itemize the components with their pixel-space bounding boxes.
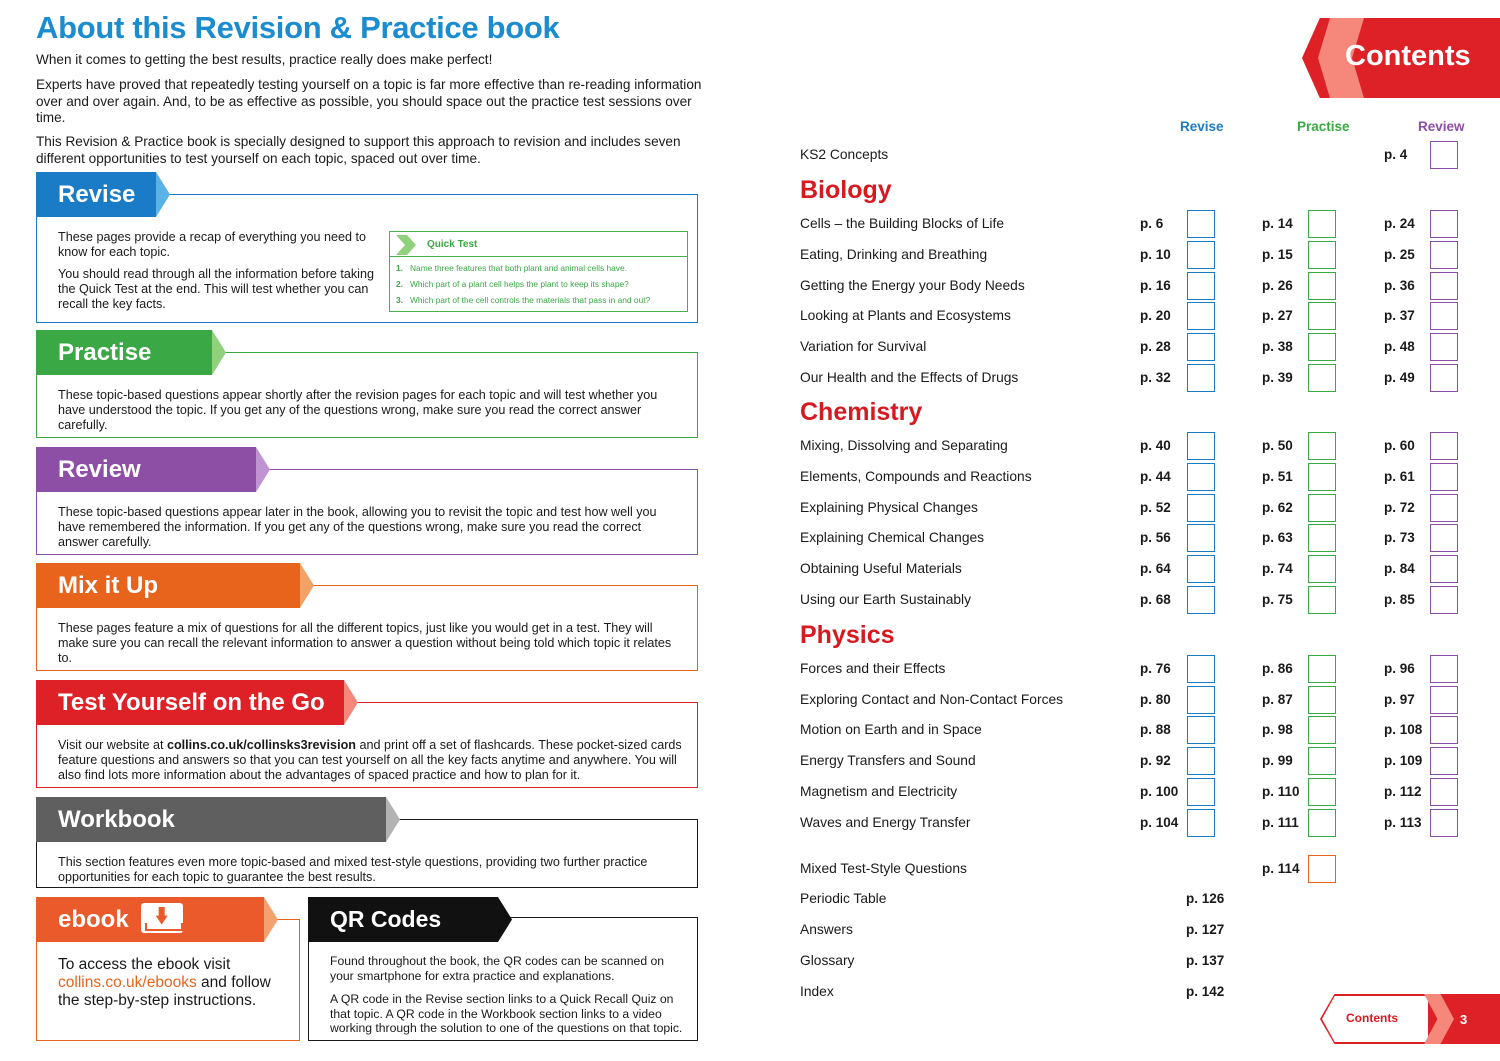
intro-paragraph-3: This Revision & Practice book is specially designed to support this approach to revision and includes seven different opportunities to test yourself on each topic, spaced out over time.: [36, 134, 681, 166]
topic-title: Explaining Physical Changes: [800, 500, 978, 515]
revise-page: p. 80: [1140, 692, 1171, 707]
topic-title: Mixed Test-Style Questions: [800, 861, 967, 876]
revise-checkbox[interactable]: [1187, 241, 1215, 269]
revise-page: p. 68: [1140, 592, 1171, 607]
revise-page: p. 52: [1140, 500, 1171, 515]
practise-page: p. 26: [1262, 278, 1293, 293]
practise-checkbox[interactable]: [1308, 241, 1336, 269]
practise-text: These topic-based questions appear shortly after the revision pages for each topic and will test whether you have understood the topic. If you get any of the questions wrong, make sure you read the correct answer carefully.: [58, 388, 658, 433]
contents-row: [800, 494, 1480, 524]
review-page: p. 85: [1384, 592, 1415, 607]
topic-title: Variation for Survival: [800, 339, 927, 354]
contents-row: [800, 555, 1480, 585]
revise-checkbox[interactable]: [1187, 494, 1215, 522]
topic-title: Periodic Table: [800, 891, 887, 906]
revise-checkbox[interactable]: [1187, 716, 1215, 744]
review-page: p. 72: [1384, 500, 1415, 515]
practise-checkbox[interactable]: [1308, 210, 1336, 238]
topic-title: Using our Earth Sustainably: [800, 592, 972, 607]
quick-test-list: [390, 257, 687, 308]
footer-contents-tab[interactable]: [1320, 994, 1500, 1044]
qr-codes-banner: QR Codes: [308, 897, 498, 942]
revise-page: p. 16: [1140, 278, 1171, 293]
revise-checkbox[interactable]: [1187, 364, 1215, 392]
flashcards-link[interactable]: collins.co.uk/collinsks3revision: [166, 738, 356, 752]
contents-row: [800, 655, 1480, 685]
contents-row-mixed: [800, 855, 1480, 885]
mix-it-up-text: These pages feature a mix of questions for all the different topics, just like you would get in a test. They will make sure you can recall the relevant information to answer a question without being told which topic it relates to.: [58, 621, 672, 666]
practise-page: p. 38: [1262, 339, 1293, 354]
topic-title: Cells – the Building Blocks of Life: [800, 216, 1004, 231]
review-checkbox[interactable]: [1430, 586, 1458, 614]
review-checkbox[interactable]: [1430, 364, 1458, 392]
topic-title: Waves and Energy Transfer: [800, 815, 971, 830]
review-checkbox[interactable]: [1430, 494, 1458, 522]
practise-checkbox[interactable]: [1308, 272, 1336, 300]
revise-page: p. 64: [1140, 561, 1171, 576]
contents-row: [800, 241, 1480, 271]
practise-page: p. 39: [1262, 370, 1293, 385]
revise-checkbox[interactable]: [1187, 210, 1215, 238]
page-ref: p. 142: [1186, 984, 1225, 999]
review-checkbox[interactable]: [1430, 747, 1458, 775]
review-checkbox[interactable]: [1430, 524, 1458, 552]
contents-title: Contents: [1345, 40, 1471, 72]
revise-page: p. 92: [1140, 753, 1171, 768]
practise-checkbox[interactable]: [1308, 716, 1336, 744]
chevron-right-icon: [396, 235, 416, 255]
practise-checkbox[interactable]: [1308, 655, 1336, 683]
review-checkbox[interactable]: [1430, 241, 1458, 269]
review-page: p. 37: [1384, 308, 1415, 323]
review-checkbox[interactable]: [1430, 555, 1458, 583]
review-page: p. 84: [1384, 561, 1415, 576]
revise-page: p. 28: [1140, 339, 1171, 354]
practise-page: p. 75: [1262, 592, 1293, 607]
revise-page: p. 20: [1140, 308, 1171, 323]
practise-checkbox[interactable]: [1308, 364, 1336, 392]
review-checkbox[interactable]: [1430, 686, 1458, 714]
contents-row: [800, 686, 1480, 716]
contents-row: [800, 432, 1480, 462]
revise-checkbox[interactable]: [1187, 555, 1215, 583]
contents-row: [800, 778, 1480, 808]
practise-checkbox[interactable]: [1308, 778, 1336, 806]
intro-paragraph-2: Experts have proved that repeatedly testing yourself on a topic is far more effective than re-reading information over and over again. And, to be as effective as possible, you should space out the practice test sessions over time.: [36, 77, 702, 125]
review-checkbox[interactable]: [1430, 302, 1458, 330]
revise-checkbox[interactable]: [1187, 778, 1215, 806]
page-ref: p. 127: [1186, 922, 1225, 937]
review-checkbox[interactable]: [1430, 463, 1458, 491]
contents-row: [800, 716, 1480, 746]
revise-page: p. 76: [1140, 661, 1171, 676]
practise-page: p. 51: [1262, 469, 1293, 484]
review-checkbox[interactable]: [1430, 141, 1458, 169]
practise-checkbox[interactable]: [1308, 686, 1336, 714]
page-ref: p. 137: [1186, 953, 1225, 968]
contents-row: [800, 524, 1480, 554]
topic-title: Elements, Compounds and Reactions: [800, 469, 1032, 484]
practise-checkbox[interactable]: [1308, 463, 1336, 491]
review-page: p. 4: [1384, 147, 1408, 162]
qr-codes-text-2: A QR code in the Revise section links to a Quick Recall Quiz on that topic. A QR code in the Workbook section links to a video working through the solution to one of the questions on that topic.: [330, 992, 683, 1036]
test-on-the-go-banner: Test Yourself on the Go: [36, 680, 344, 725]
review-page: p. 24: [1384, 216, 1415, 231]
revise-checkbox[interactable]: [1187, 809, 1215, 837]
section-heading-physics: Physics: [800, 621, 895, 649]
revise-page: p. 40: [1140, 438, 1171, 453]
ebook-heading: ebook: [58, 906, 129, 933]
ebook-download-icon: [141, 903, 183, 933]
review-banner: Review: [36, 447, 256, 492]
review-text: These topic-based questions appear later in the book, allowing you to revisit the topic and test how well you have remembered the information. If you get any of the questions wrong, make sure you read the correct answer carefully.: [58, 505, 657, 550]
practise-page: p. 111: [1262, 815, 1299, 830]
practise-page: p. 110: [1262, 784, 1300, 799]
quick-test-header: [390, 232, 687, 257]
topic-title: Looking at Plants and Ecosystems: [800, 308, 1011, 323]
practise-checkbox[interactable]: [1308, 432, 1336, 460]
practise-checkbox[interactable]: [1308, 333, 1336, 361]
review-page: p. 96: [1384, 661, 1415, 676]
practise-page: p. 87: [1262, 692, 1293, 707]
revise-checkbox[interactable]: [1187, 432, 1215, 460]
topic-title: Index: [800, 984, 834, 999]
revise-page: p. 44: [1140, 469, 1171, 484]
review-checkbox[interactable]: [1430, 333, 1458, 361]
revise-page: p. 32: [1140, 370, 1171, 385]
revise-page: p. 10: [1140, 247, 1171, 262]
practise-page: p. 50: [1262, 438, 1293, 453]
practise-banner: Practise: [36, 330, 212, 375]
review-page: p. 108: [1384, 722, 1423, 737]
review-checkbox[interactable]: [1430, 432, 1458, 460]
revise-page: p. 6: [1140, 216, 1164, 231]
practise-checkbox[interactable]: [1308, 747, 1336, 775]
column-header-practise: Practise: [1297, 119, 1350, 134]
contents-row: [800, 747, 1480, 777]
review-page: p. 61: [1384, 469, 1415, 484]
practise-checkbox[interactable]: [1308, 524, 1336, 552]
review-checkbox[interactable]: [1430, 716, 1458, 744]
practise-page: p. 63: [1262, 530, 1293, 545]
workbook-banner: Workbook: [36, 797, 386, 842]
mix-it-up-banner: Mix it Up: [36, 563, 300, 608]
revise-page: p. 104: [1140, 815, 1179, 830]
topic-title: Forces and their Effects: [800, 661, 946, 676]
revise-page: p. 56: [1140, 530, 1171, 545]
mixed-checkbox[interactable]: [1308, 855, 1336, 883]
qr-codes-text-1: Found throughout the book, the QR codes can be scanned on your smartphone for extra practice and explanations.: [330, 954, 665, 983]
review-checkbox[interactable]: [1430, 778, 1458, 806]
page-title: About this Revision & Practice book: [36, 10, 560, 45]
practise-checkbox[interactable]: [1308, 586, 1336, 614]
topic-title: Answers: [800, 922, 853, 937]
review-page: p. 113: [1384, 815, 1422, 830]
revise-checkbox[interactable]: [1187, 272, 1215, 300]
review-page: p. 25: [1384, 247, 1415, 262]
section-heading-chemistry: Chemistry: [800, 398, 923, 426]
review-page: p. 73: [1384, 530, 1415, 545]
practise-checkbox[interactable]: [1308, 555, 1336, 583]
topic-title: Glossary: [800, 953, 855, 968]
contents-row: [800, 364, 1480, 394]
review-page: p. 36: [1384, 278, 1415, 293]
topic-title: Motion on Earth and in Space: [800, 722, 982, 737]
quick-test-item: 1. Name three features that both plant and animal cells have.: [396, 263, 627, 273]
contents-row-ks2: [800, 141, 1480, 171]
topic-title: Energy Transfers and Sound: [800, 753, 976, 768]
contents-row: [800, 333, 1480, 363]
footer-label: Contents: [1346, 1011, 1398, 1025]
topic-title: Obtaining Useful Materials: [800, 561, 962, 576]
review-page: p. 97: [1384, 692, 1415, 707]
practise-page: p. 99: [1262, 753, 1293, 768]
revise-page: p. 88: [1140, 722, 1171, 737]
topic-title: KS2 Concepts: [800, 147, 889, 162]
revise-checkbox[interactable]: [1187, 524, 1215, 552]
practise-page: p. 62: [1262, 500, 1293, 515]
workbook-text: This section features even more topic-based and mixed test-style questions, providing two further practice opportunities for each topic to guarantee the best results.: [58, 855, 648, 885]
revise-checkbox[interactable]: [1187, 333, 1215, 361]
practise-checkbox[interactable]: [1308, 809, 1336, 837]
topic-title: Eating, Drinking and Breathing: [800, 247, 988, 262]
quick-test-item: 3. Which part of the cell controls the materials that pass in and out?: [396, 295, 651, 305]
review-page: p. 112: [1384, 784, 1422, 799]
column-header-revise: Revise: [1180, 119, 1224, 134]
contents-row-extra: [800, 947, 1480, 977]
revise-page: p. 100: [1140, 784, 1179, 799]
page-number: 3: [1460, 1012, 1468, 1027]
review-page: p. 49: [1384, 370, 1415, 385]
contents-row: [800, 272, 1480, 302]
revise-checkbox[interactable]: [1187, 747, 1215, 775]
topic-title: Our Health and the Effects of Drugs: [800, 370, 1019, 385]
contents-row: [800, 302, 1480, 332]
section-heading-biology: Biology: [800, 176, 892, 204]
revise-checkbox[interactable]: [1187, 686, 1215, 714]
practise-page: p. 74: [1262, 561, 1293, 576]
review-page: p. 48: [1384, 339, 1415, 354]
practise-page: p. 14: [1262, 216, 1293, 231]
column-header-review: Review: [1418, 119, 1465, 134]
contents-row-extra: [800, 885, 1480, 915]
contents-row-extra: [800, 916, 1480, 946]
topic-title: Explaining Chemical Changes: [800, 530, 985, 545]
revise-checkbox[interactable]: [1187, 302, 1215, 330]
revise-checkbox[interactable]: [1187, 463, 1215, 491]
review-checkbox[interactable]: [1430, 272, 1458, 300]
contents-row: [800, 210, 1480, 240]
practise-checkbox[interactable]: [1308, 302, 1336, 330]
ebook-text: To access the ebook visit collins.co.uk/ebooks and follow the step-by-step instructions.: [58, 956, 271, 1009]
practise-page: p. 15: [1262, 247, 1293, 262]
practise-page: p. 27: [1262, 308, 1293, 323]
practise-checkbox[interactable]: [1308, 494, 1336, 522]
contents-row: [800, 586, 1480, 616]
ebook-link[interactable]: collins.co.uk/ebooks: [58, 974, 197, 991]
topic-title: Mixing, Dissolving and Separating: [800, 438, 1008, 453]
revise-checkbox[interactable]: [1187, 655, 1215, 683]
contents-row: [800, 809, 1480, 839]
practise-page: p. 114: [1262, 861, 1300, 876]
intro-paragraph-1: When it comes to getting the best results, practice really does make perfect!: [36, 52, 493, 67]
ebook-banner: [36, 897, 264, 942]
topic-title: Magnetism and Electricity: [800, 784, 958, 799]
revise-banner: Revise: [36, 172, 156, 217]
revise-text-1: These pages provide a recap of everything you need to know for each topic.: [58, 230, 367, 260]
quick-test-box: [389, 231, 688, 312]
test-on-the-go-text: Visit our website at collins.co.uk/collinsks3revision and print off a set of flashcards. These pocket-sized cards feature questions and answers so that you can test yourself on all the key facts anytime and anywhere. You will also find lots more information about the advantages of spaced practice and how to plan for it.: [58, 738, 682, 783]
practise-page: p. 98: [1262, 722, 1293, 737]
practise-page: p. 86: [1262, 661, 1293, 676]
review-checkbox[interactable]: [1430, 210, 1458, 238]
contents-row: [800, 463, 1480, 493]
revise-text-2: You should read through all the information before taking the Quick Test at the end. This will test whether you can recall the key facts.: [58, 267, 374, 312]
topic-title: Exploring Contact and Non-Contact Forces: [800, 692, 1064, 707]
review-page: p. 109: [1384, 753, 1423, 768]
topic-title: Getting the Energy your Body Needs: [800, 278, 1025, 293]
review-page: p. 60: [1384, 438, 1415, 453]
page-ref: p. 126: [1186, 891, 1225, 906]
quick-test-item: 2. Which part of a plant cell helps the plant to keep its shape?: [396, 279, 629, 289]
review-checkbox[interactable]: [1430, 655, 1458, 683]
review-checkbox[interactable]: [1430, 809, 1458, 837]
revise-checkbox[interactable]: [1187, 586, 1215, 614]
quick-test-title: Quick Test: [427, 239, 478, 250]
